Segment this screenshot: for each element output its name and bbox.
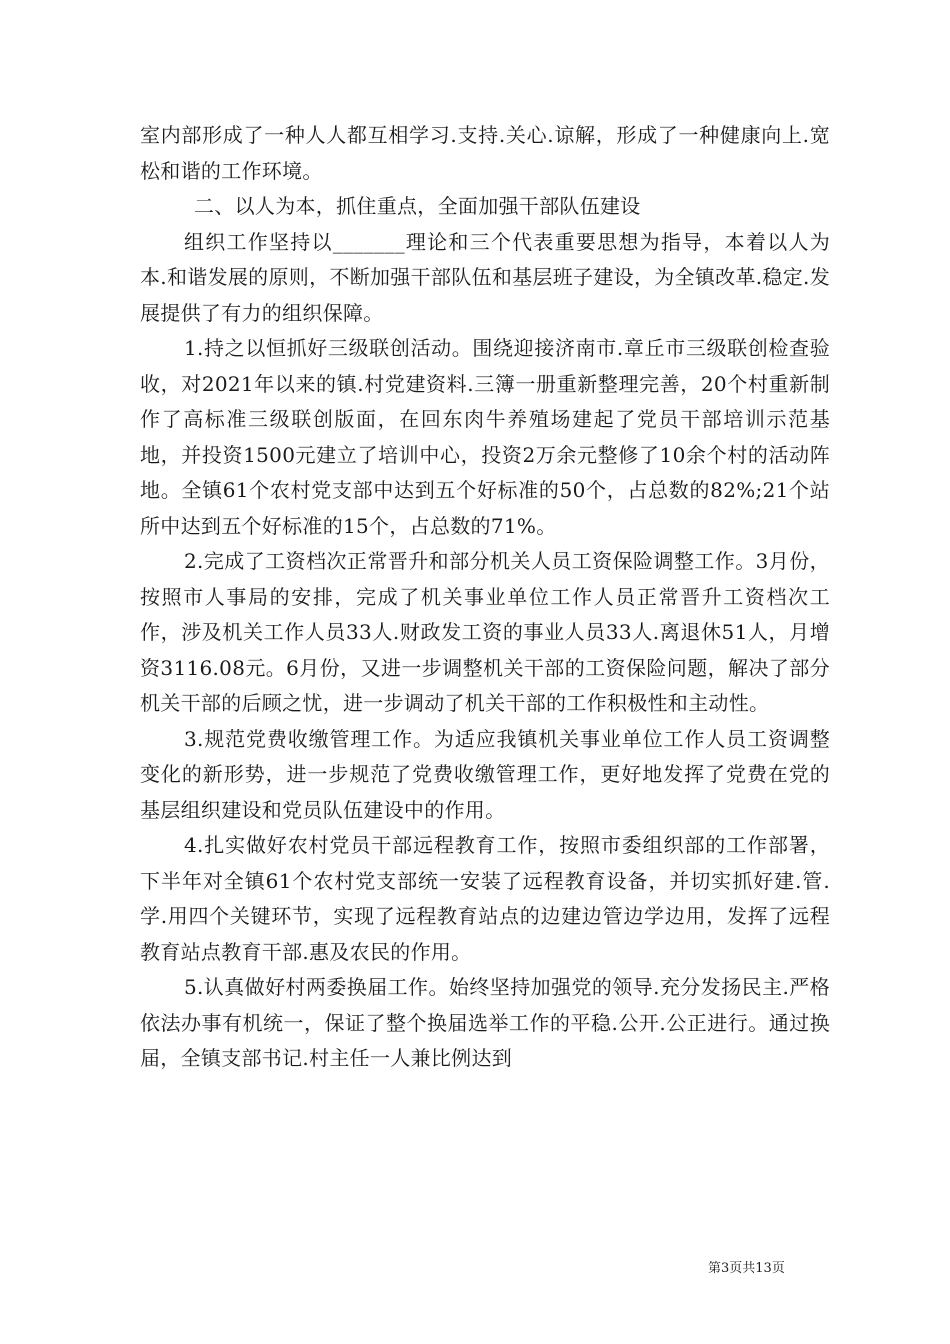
document-body — [140, 118, 830, 1077]
item-5-paragraph: 5.认真做好村两委换届工作。始终坚持加强党的领导.充分发扬民主.严格依法办事有机统一，保证了整个换届选举工作的平稳.公开.公正进行。通过换届，全镇支部书记.村主任一人兼比例达到 — [140, 975, 830, 1070]
page-number-footer: 第3页共13页 — [708, 1261, 785, 1276]
intro-paragraph — [140, 225, 830, 332]
section-heading: 二、以人为本，抓住重点，全面加强干部队伍建设 — [194, 194, 641, 218]
intro-text-after: 理论和三个代表重要思想为指导，本着以人为本.和谐发展的原则，不断加强干部队伍和基层班子建设，为全镇改革.稳定.发展提供了有力的组织保障。 — [140, 229, 831, 325]
item-1-paragraph: 1.持之以恒抓好三级联创活动。围绕迎接济南市.章丘市三级联创检查验收，对2021年以来的镇.村党建资料.三簿一册重新整理完善，20个村重新制作了高标准三级联创版面，在回东肉牛养殖场建起了党员干部培训示范基地，并投资1500元建立了培训中心，投资2万余元整修了10余个村的活动阵地。全镇61个农村党支部中达到五个好标准的50个，占总数的82%;21个站所中达到五个好标准的15个，占总数的71%。 — [140, 336, 830, 538]
intro-text-before: 组织工作坚持以 — [184, 229, 333, 254]
item-3-paragraph: 3.规范党费收缴管理工作。为适应我镇机关事业单位工作人员工资调整变化的新形势，进一步规范了党费收缴管理工作，更好地发挥了党费在党的基层组织建设和党员队伍建设中的作用。 — [140, 726, 830, 822]
continuation-paragraph: 室内部形成了一种人人都互相学习.支持.关心.谅解，形成了一种健康向上.宽松和谐的工作环境。 — [140, 123, 830, 183]
item-2-paragraph: 2.完成了工资档次正常晋升和部分机关人员工资保险调整工作。3月份，按照市人事局的安排，完成了机关事业单位工作人员正常晋升工资档次工作，涉及机关工作人员33人.财政发工资的事业人员33人.离退休51人，月增资3116.08元。6月份，又进一步调整机关干部的工资保险问题，解决了部分机关干部的后顾之忧，进一步调动了机关干部的工作积极性和主动性。 — [140, 549, 830, 715]
fill-in-blank: _______ — [332, 229, 405, 254]
item-4-paragraph: 4.扎实做好农村党员干部远程教育工作，按照市委组织部的工作部署，下半年对全镇61个农村党支部统一安装了远程教育设备，并切实抓好建.管.学.用四个关键环节，实现了远程教育站点的边建边管边学边用，发挥了远程教育站点教育干部.惠及农民的作用。 — [140, 833, 830, 964]
